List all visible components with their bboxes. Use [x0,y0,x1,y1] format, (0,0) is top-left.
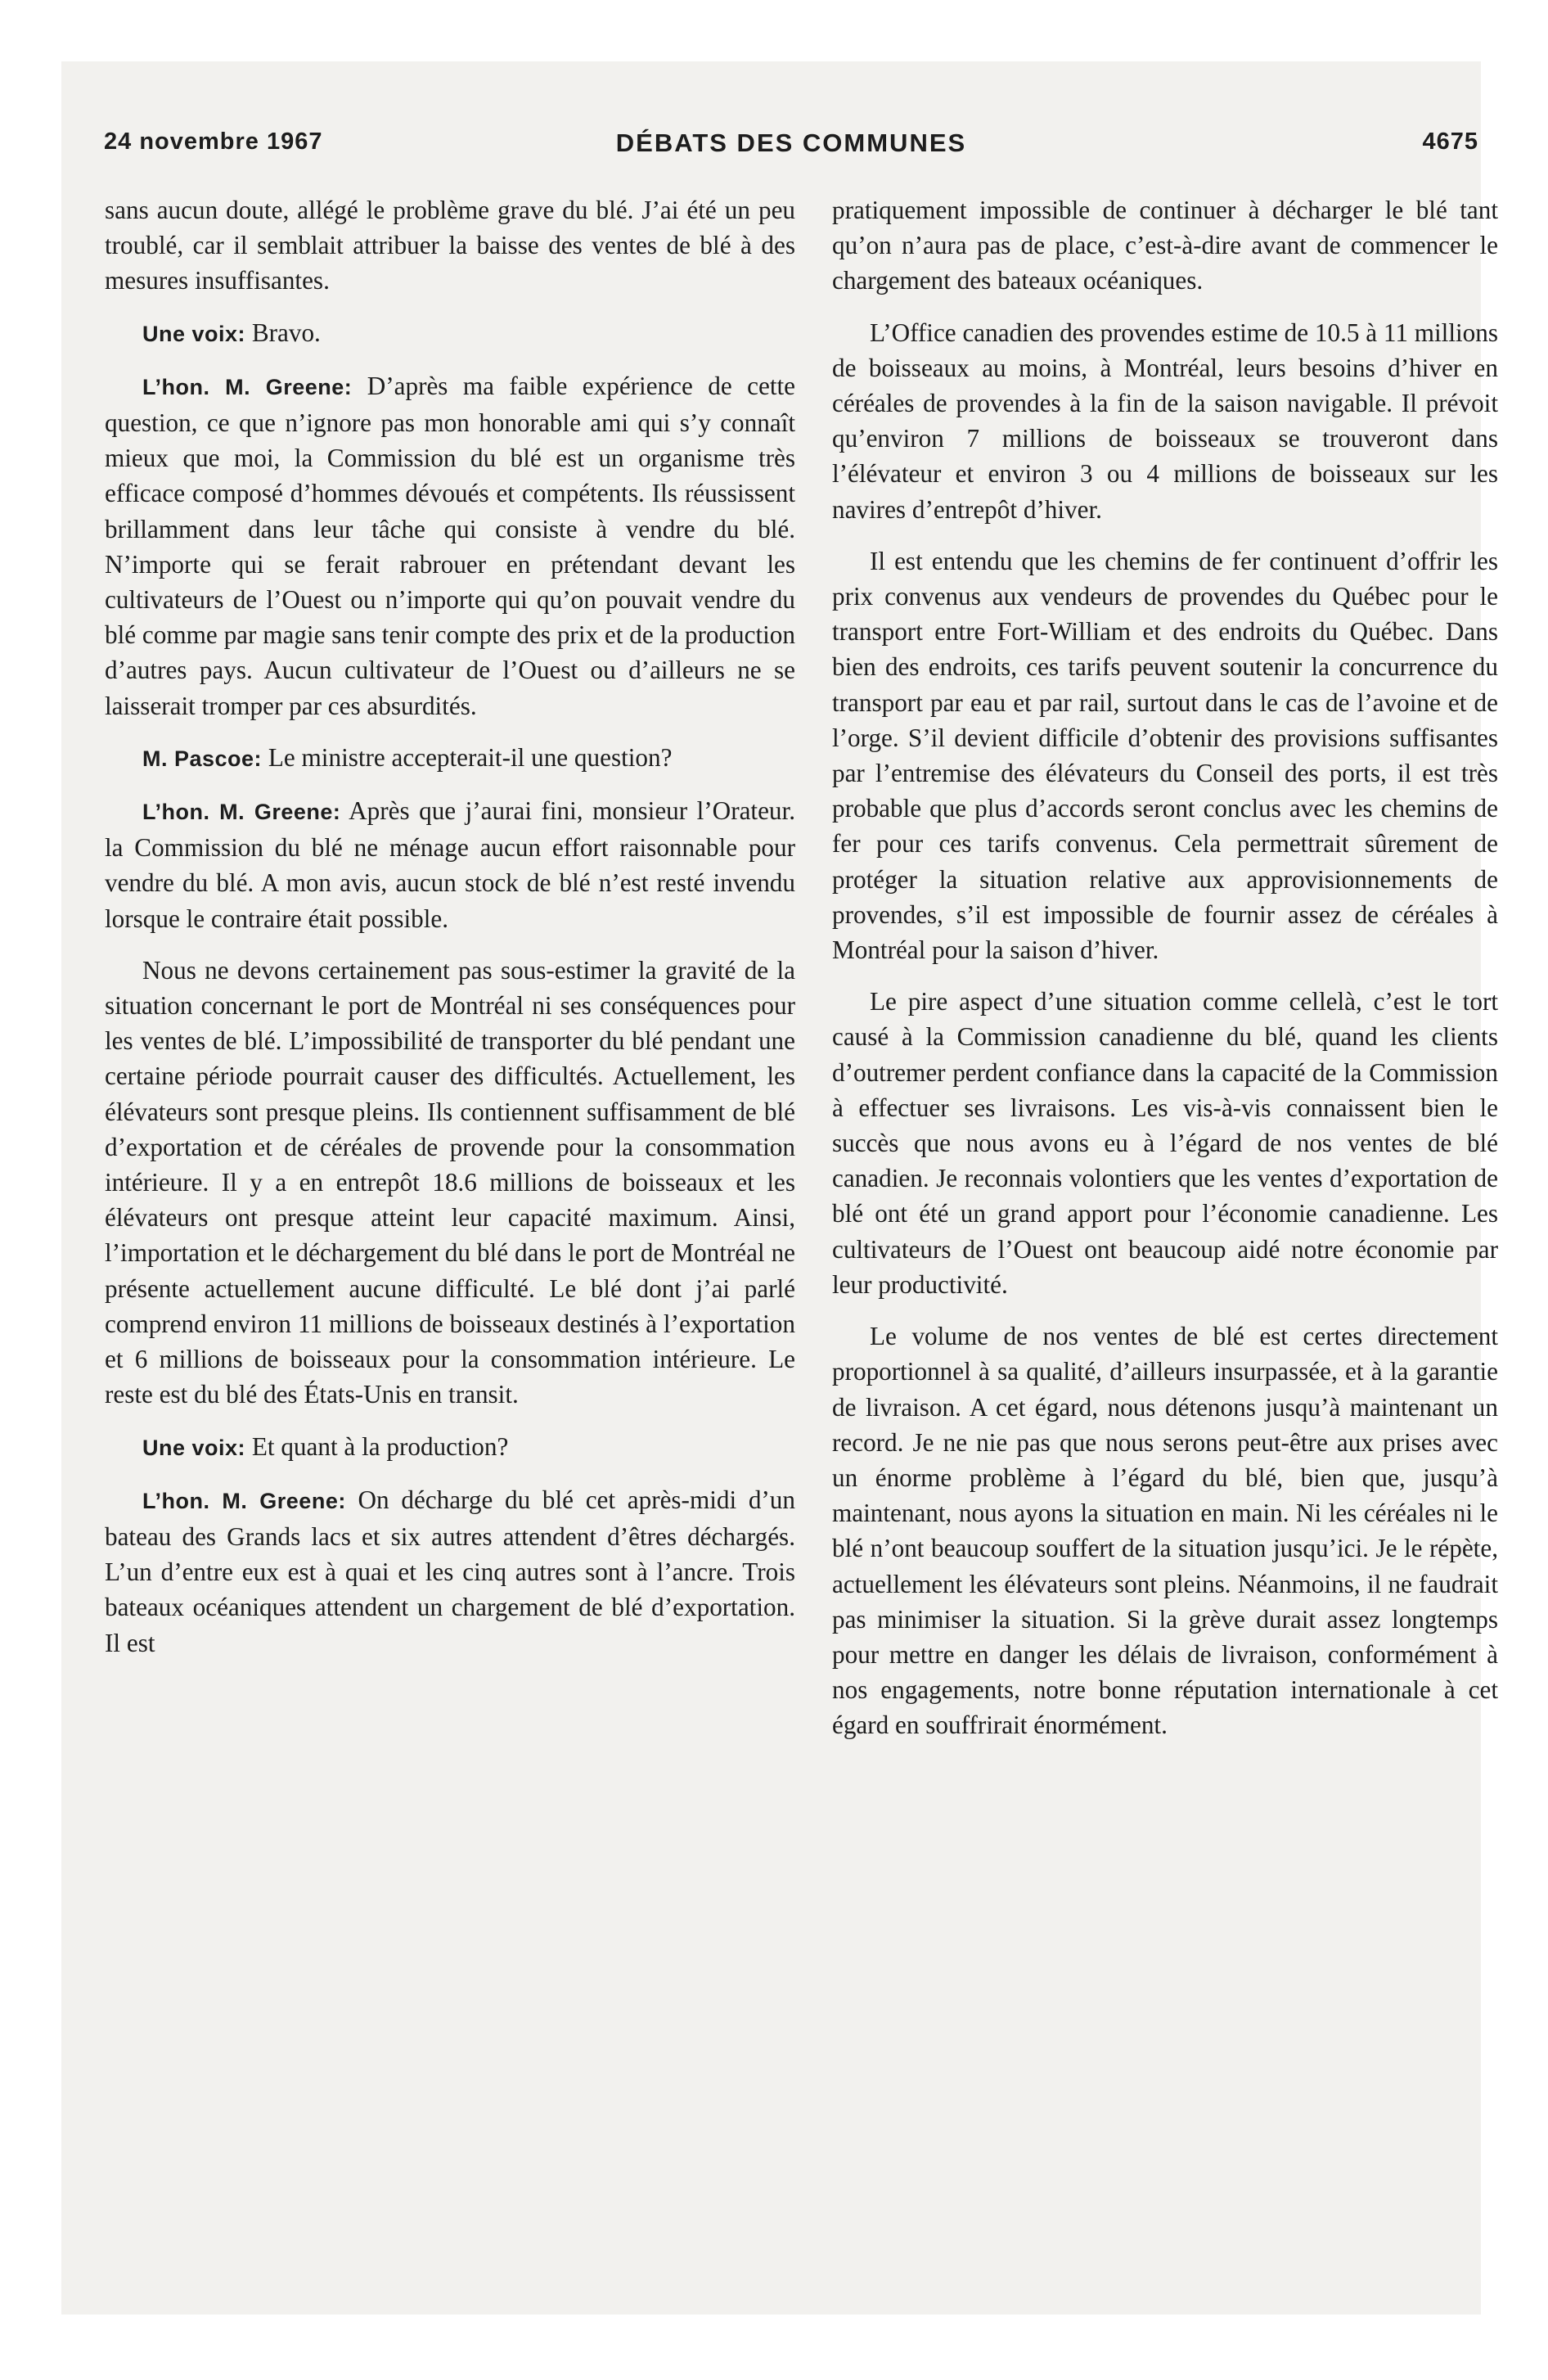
document-page [61,61,1498,2315]
speech-paragraph [105,740,795,777]
speech-paragraph [105,793,795,936]
paragraph-text: Bravo. [251,318,321,347]
paragraph-text: Le pire aspect d’une situation comme cellelà, c’est le tort causé à la Commission canadienne du blé, quand les clients d’outremer perdent confiance dans la capacité de la Commission à effectuer ses livraisons. Les vis-à-vis connaissent bien le succès que nous avons eu à l’égard de nos ventes de blé canadien. Je reconnais volontiers que les ventes d’exportation de blé ont été un grand apport pour l’économie canadienne. Les cultivateurs de l’Ouest ont beaucoup aidé notre économie par leur productivité. [832,987,1498,1299]
paragraph-text: Et quant à la production? [251,1431,509,1461]
paragraph-text: L’Office canadien des provendes estime de 10.5 à 11 millions de boisseaux au moins, à Montréal, leurs besoins d’hiver en céréales de provendes à la fin de la saison navigable. Il prévoit qu’environ 7 millions de boisseaux se trouveront dans l’élévateur et environ 3 ou 4 millions de boisseaux sur les navires d’entrepôt d’hiver. [832,318,1498,524]
speech-paragraph [105,1429,795,1466]
paragraph [832,192,1498,299]
paragraph-text: D’après ma faible expérience de cette question, ce que n’ignore pas mon honorable ami qui s’y connaît mieux que moi, la Commission du blé est un organisme très efficace composé d’hommes dévoués et compétents. Ils réussissent brillamment dans leur tâche qui consiste à vendre du blé. N’importe qui se ferait rabrouer en prétendant devant les cultivateurs de l’Ouest ou n’importe qui qu’on pouvait vendre du blé comme par magie sans tenir compte des prix et de la production d’autres pays. Aucun cultivateur de l’Ouest ou d’ailleurs ne se laisserait tromper par ces absurdités. [105,371,795,720]
speaker-label: L’hon. M. Greene: [142,800,341,825]
header-date: 24 novembre 1967 [104,128,323,155]
paragraph-text: On décharge du blé cet après-midi d’un bateau des Grands lacs et six autres attendent d’êtres déchargés. L’un d’entre eux est à quai et les cinq autres sont à l’ancre. Trois bateaux océaniques attendent un chargement de blé d’exportation. Il est [105,1485,795,1657]
speech-paragraph [105,1482,795,1661]
header-title: DÉBATS DES COMMUNES [615,128,967,157]
header-page-number: 4675 [1422,128,1478,155]
paragraph-text: pratiquement impossible de continuer à décharger le blé tant qu’on n’aura pas de place, c’est-à-dire avant de commencer le chargement des bateaux océaniques. [832,196,1498,295]
page-header [104,128,1478,166]
paragraph-text: Le volume de nos ventes de blé est certes directement proportionnel à sa qualité, d’ailleurs insurpassée, et à la garantie de livraison. A cet égard, nous détenons jusqu’à maintenant un record. Je ne nie pas que nous serons peut-être aux prises avec un énorme problème à l’égard du blé, bien que, jusqu’à maintenant, nous ayons la situation en main. Ni les céréales ni le blé n’ont beaucoup souffert de la situation jusqu’ici. Je le répète, actuellement les élévateurs sont pleins. Néanmoins, il ne faudrait pas minimiser la situation. Si la grève durait assez longtemps pour mettre en danger les délais de livraison, conformément à nos engagements, notre bonne réputation internationale à cet égard en souffrirait énormément. [832,1322,1498,1740]
paragraph [105,192,795,299]
paragraph-text: Nous ne devons certainement pas sous-estimer la gravité de la situation concernant le port de Montréal ni ses conséquences pour les ventes de blé. L’impossibilité de transporter du blé pendant une certaine période pourrait causer des difficultés. Actuellement, les élévateurs sont presque pleins. Ils contiennent suffisamment de blé d’exportation et de céréales de provende pour la consommation intérieure. Il y a en entrepôt 18.6 millions de boisseaux et les élévateurs ont presque atteint leur capacité maximum. Ainsi, l’importation et le déchargement du blé dans le port de Montréal ne présente actuellement aucune difficulté. Le blé dont j’ai parlé comprend environ 11 millions de boisseaux destinés à l’exportation et 6 millions de boisseaux pour la consommation intérieure. Le reste est du blé des États-Unis en transit. [105,955,795,1409]
paragraph [832,315,1498,527]
paragraph-text: Il est entendu que les chemins de fer continuent d’offrir les prix convenus aux vendeurs de provendes du Québec pour le transport entre Fort-William et des endroits du Québec. Dans bien des endroits, ces tarifs peuvent soutenir la concurrence du transport par eau et par rail, surtout dans le cas de l’avoine et de l’orge. S’il devient difficile d’obtenir des provisions suffisantes par l’entremise des élévateurs du Conseil des ports, il est très probable que plus d’accords seront conclus avec les chemins de fer pour ces tarifs convenus. Cela permettrait sûrement de protéger la situation relative aux approvisionnements de provendes, s’il est impossible de fournir assez de céréales à Montréal pour la saison d’hiver. [832,546,1498,965]
paragraph [832,984,1498,1302]
paragraph-text: sans aucun doute, allégé le problème grave du blé. J’ai été un peu troublé, car il semblait attribuer la baisse des ventes de blé à des mesures insuffisantes. [105,196,795,295]
speaker-label: L’hon. M. Greene: [142,1488,346,1513]
paragraph [832,1318,1498,1742]
paragraph-text: Le ministre accepterait-il une question? [268,742,673,772]
speech-paragraph [105,315,795,352]
speech-paragraph [105,368,795,723]
speaker-label: L’hon. M. Greene: [142,374,353,399]
speaker-label: Une voix: [142,1435,246,1460]
speaker-label: M. Pascoe: [142,746,263,771]
paragraph [832,543,1498,967]
right-column [832,192,1498,1760]
paragraph [105,953,795,1413]
speaker-label: Une voix: [142,321,246,346]
left-column [105,192,795,1677]
paragraph-text: Après que j’aurai fini, monsieur l’Orateur. la Commission du blé ne ménage aucun effort raisonnable pour vendre du blé. A mon avis, aucun stock de blé n’est resté invendu lorsque le contraire était possible. [105,796,795,933]
